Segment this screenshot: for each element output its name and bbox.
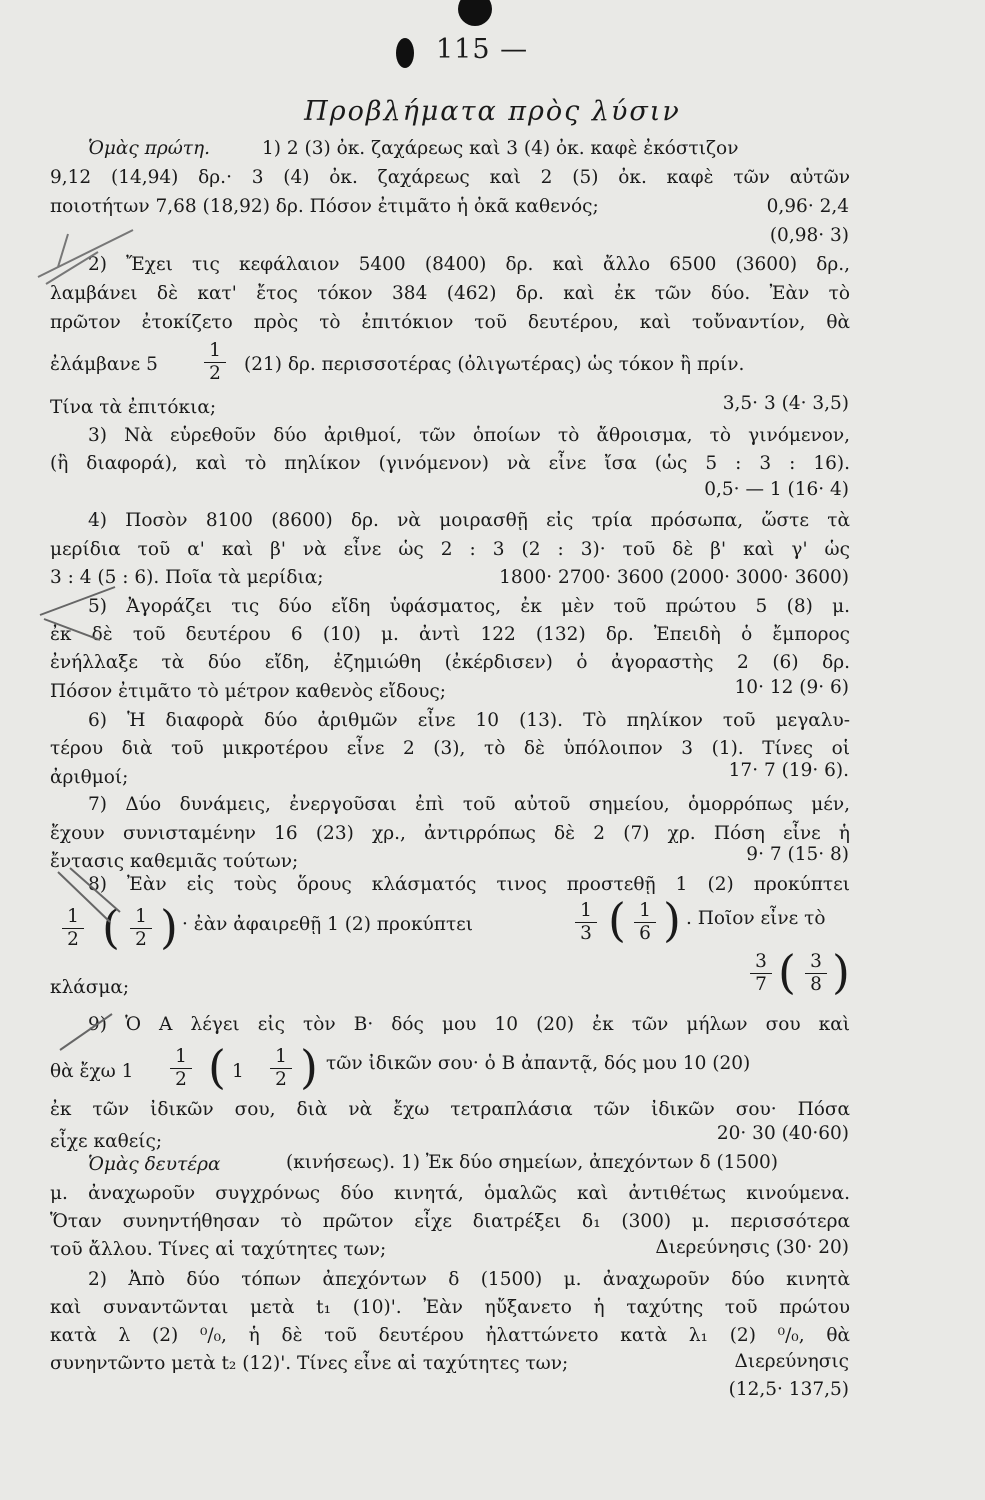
problem8-end-text: . Ποῖον εἶνε τὸ (686, 908, 826, 929)
problem8-right-paren2: ) (663, 893, 681, 947)
problem8-fraction2: $\frac{1}{2}$ (130, 906, 152, 951)
problem1-line2: 9,12 (14,94) δρ.· 3 (4) ὀκ. ζαχάρεως καὶ 2 (5) ὀκ. καφὲ τῶν αὐτῶν (50, 167, 850, 188)
group2-problem1-line2: μ. ἀναχωροῦν συγχρόνως δύο κινητά, ὁμαλῶς καὶ ἀντιθέτως κινούμενα. (50, 1183, 850, 1204)
problem4-line3: 3 : 4 (5 : 6). Ποῖα τὰ μερίδια; (50, 567, 324, 588)
group2-problem1-line3: Ὅταν συνηντήθησαν τὸ πρῶτον εἶχε διατρέξει δ₁ (300) μ. περισσότερα (50, 1211, 850, 1232)
page-title: Προβλήματα πρὸς λύσιν (304, 96, 681, 127)
problem3-line2: (ἢ διαφορά), καὶ τὸ πηλίκον (γινόμενον) νὰ εἶνε ἴσα (ὡς 5 : 3 : 16). (50, 453, 850, 474)
problem7-line2: ἔχουν συνισταμένην 16 (23) χρ., ἀντιρρόπως δὲ 2 (7) χρ. Πόση εἶνε ἡ (50, 823, 850, 844)
problem1-line3: ποιοτήτων 7,68 (18,92) δρ. Πόσον ἐτιμᾶτο ἡ ὀκᾶ καθενός; (50, 196, 599, 217)
problem8-answer-fraction2: $\frac{3}{8}$ (805, 951, 827, 996)
group2-problem1-answer: Διερεύνησις (30· 20) (655, 1237, 849, 1258)
problem6-line1: 6) Ἡ διαφορὰ δύο ἀριθμῶν εἶνε 10 (13). Τὸ πηλίκον τοῦ μεγαλυ- (88, 710, 850, 731)
problem7-line3: ἔντασις καθεμιᾶς τούτων; (50, 851, 299, 872)
problem9-left-paren: ( (208, 1040, 226, 1094)
group2-problem1-line1: (κινήσεως). 1) Ἐκ δύο σημείων, ἀπεχόντων δ (1500) (286, 1152, 778, 1173)
problem2-fraction: $\frac{1}{2}$ (204, 340, 226, 385)
group2-problem2-line4: συνηντῶντο μετὰ t₂ (12)'. Τίνες εἶνε αἱ ταχύτητες των; (50, 1353, 569, 1374)
problem9-line1: 9) Ὁ Α λέγει εἰς τὸν Β· δός μου 10 (20) ἐκ τῶν μήλων σου καὶ (88, 1014, 850, 1035)
problem2-answer: 3,5· 3 (4· 3,5) (722, 393, 849, 414)
problem5-line3: ἐνήλλαξε τὰ δύο εἴδη, ἐζημιώθη (ἐκέρδισεν) ὁ ἀγοραστὴς 2 (6) δρ. (50, 652, 850, 673)
problem6-answer: 17· 7 (19· 6). (728, 760, 849, 781)
problem5-answer: 10· 12 (9· 6) (734, 677, 849, 698)
problem1-answer1: 0,96· 2,4 (766, 196, 849, 217)
problem2-line3: πρῶτον ἐτοκίζετο πρὸς τὸ ἐπιτόκιον τοῦ δευτέρου, καὶ τοὔναντίον, θὰ (50, 312, 850, 333)
group2-problem1-line4: τοῦ ἄλλου. Τίνες αἱ ταχύτητες των; (50, 1239, 387, 1260)
problem8-fraction3: $\frac{1}{3}$ (575, 900, 597, 945)
problem9-right-paren: ) (300, 1040, 318, 1094)
problem5-line2: ἐκ δὲ τοῦ δευτέρου 6 (10) μ. ἀντὶ 122 (132) δρ. Ἐπειδὴ ὁ ἔμπορος (50, 624, 850, 645)
problem9-fraction1: $\frac{1}{2}$ (170, 1046, 192, 1091)
problem2-line4a: ἐλάμβανε 5 (50, 354, 158, 375)
problem9-line4: εἶχε καθείς; (50, 1131, 163, 1152)
problem1-answer2: (0,98· 3) (769, 225, 849, 246)
page-number: 115 — (436, 34, 529, 65)
problem2-line4b: (21) δρ. περισσοτέρας (ὀλιγωτέρας) ὡς τόκον ἢ πρίν. (244, 354, 745, 375)
problem8-answer-fraction1: $\frac{3}{7}$ (750, 951, 772, 996)
group2-problem2-answer2: (12,5· 137,5) (728, 1379, 849, 1400)
group2-problem2-answer1: Διερεύνησις (734, 1351, 849, 1372)
problem9-line2b: 1 (232, 1061, 244, 1082)
problem8-fraction4: $\frac{1}{6}$ (634, 900, 656, 945)
problem6-line3: ἀριθμοί; (50, 767, 129, 788)
group2-problem2-line1: 2) Ἀπὸ δύο τόπων ἀπεχόντων δ (1500) μ. ἀναχωροῦν δύο κινητὰ (88, 1269, 850, 1290)
problem8-right-paren1: ) (160, 900, 178, 954)
problem8-left-paren1: ( (102, 900, 120, 954)
problem5-line4: Πόσον ἐτιμᾶτο τὸ μέτρον καθενὸς εἴδους; (50, 681, 446, 702)
pencil-mark-problem5 (30, 585, 120, 645)
problem9-line2c: τῶν ἰδικῶν σου· ὁ Β ἀπαντᾷ, δός μου 10 (20) (326, 1053, 751, 1074)
ink-blot-left-of-number (396, 38, 414, 68)
group2-problem2-line2: καὶ συναντῶνται μετὰ t₁ (10)'. Ἐὰν ηὔξανετο ἡ ταχύτης τοῦ πρώτου (50, 1297, 850, 1318)
problem9-line2a: θὰ ἔχω 1 (50, 1061, 134, 1082)
group2-heading: Ὁμὰς δευτέρα (88, 1154, 221, 1175)
problem4-answer: 1800· 2700· 3600 (2000· 3000· 3600) (499, 567, 849, 588)
problem1-line1: 1) 2 (3) ὀκ. ζαχάρεως καὶ 3 (4) ὀκ. καφὲ ἐκόστιζον (262, 138, 739, 159)
problem9-fraction2: $\frac{1}{2}$ (270, 1046, 292, 1091)
problem6-line2: τέρου διὰ τοῦ μικροτέρου εἶνε 2 (3), τὸ δὲ ὑπόλοιπον 3 (1). Τίνες οἱ (50, 738, 850, 759)
problem8-answer-right-paren: ) (832, 945, 850, 999)
problem8-line1: 8) Ἐὰν εἰς τοὺς ὅρους κλάσματός τινος προστεθῇ 1 (2) προκύπτει (88, 874, 850, 895)
ink-blot-top (458, 0, 492, 26)
problem4-line2: μερίδια τοῦ α' καὶ β' νὰ εἶνε ὡς 2 : 3 (2 : 3)· τοῦ δὲ β' καὶ γ' ὡς (50, 539, 850, 560)
pencil-mark-problem8 (50, 862, 130, 932)
problem3-line1: 3) Νὰ εὑρεθοῦν δύο ἀριθμοί, τῶν ὁποίων τὸ ἄθροισμα, τὸ γινόμενον, (88, 425, 850, 446)
problem2-line1: 2) Ἔχει τις κεφάλαιον 5400 (8400) δρ. καὶ ἄλλο 6500 (3600) δρ., (88, 254, 850, 275)
problem9-line3: ἐκ τῶν ἰδικῶν σου, διὰ νὰ ἔχω τετραπλάσια τῶν ἰδικῶν σου· Πόσα (50, 1099, 850, 1120)
problem4-line1: 4) Ποσὸν 8100 (8600) δρ. νὰ μοιρασθῇ εἰς τρία πρόσωπα, ὥστε τὰ (88, 510, 850, 531)
pencil-mark-problem2 (28, 222, 148, 292)
problem8-line3: κλάσμα; (50, 977, 130, 998)
problem2-line5: Τίνα τὰ ἐπιτόκια; (50, 397, 217, 418)
group1-heading: Ὁμὰς πρώτη. (88, 138, 210, 159)
group2-problem2-line3: κατὰ λ (2) ⁰/₀, ἡ δὲ τοῦ δευτέρου ἠλαττώνετο κατὰ λ₁ (2) ⁰/₀, θὰ (50, 1325, 850, 1346)
problem3-answer: 0,5· — 1 (16· 4) (704, 479, 849, 500)
problem5-line1: 5) Ἀγοράζει τις δύο εἴδη ὑφάσματος, ἐκ μὲν τοῦ πρώτου 5 (8) μ. (88, 596, 850, 617)
pencil-mark-problem9 (52, 1010, 122, 1060)
problem8-answer-left-paren: ( (778, 945, 796, 999)
problem7-answer: 9· 7 (15· 8) (746, 844, 849, 865)
problem8-left-paren2: ( (608, 893, 626, 947)
problem2-line2: λαμβάνει δὲ κατ' ἔτος τόκον 384 (462) δρ. καὶ ἐκ τῶν δύο. Ἐὰν τὸ (50, 283, 850, 304)
problem8-middle-text: · ἐὰν ἀφαιρεθῇ 1 (2) προκύπτει (182, 914, 474, 935)
problem8-fraction1: $\frac{1}{2}$ (62, 906, 84, 951)
problem9-answer: 20· 30 (40·60) (716, 1123, 849, 1144)
problem7-line1: 7) Δύο δυνάμεις, ἐνεργοῦσαι ἐπὶ τοῦ αὐτοῦ σημείου, ὁμορρόπως μέν, (88, 794, 850, 815)
